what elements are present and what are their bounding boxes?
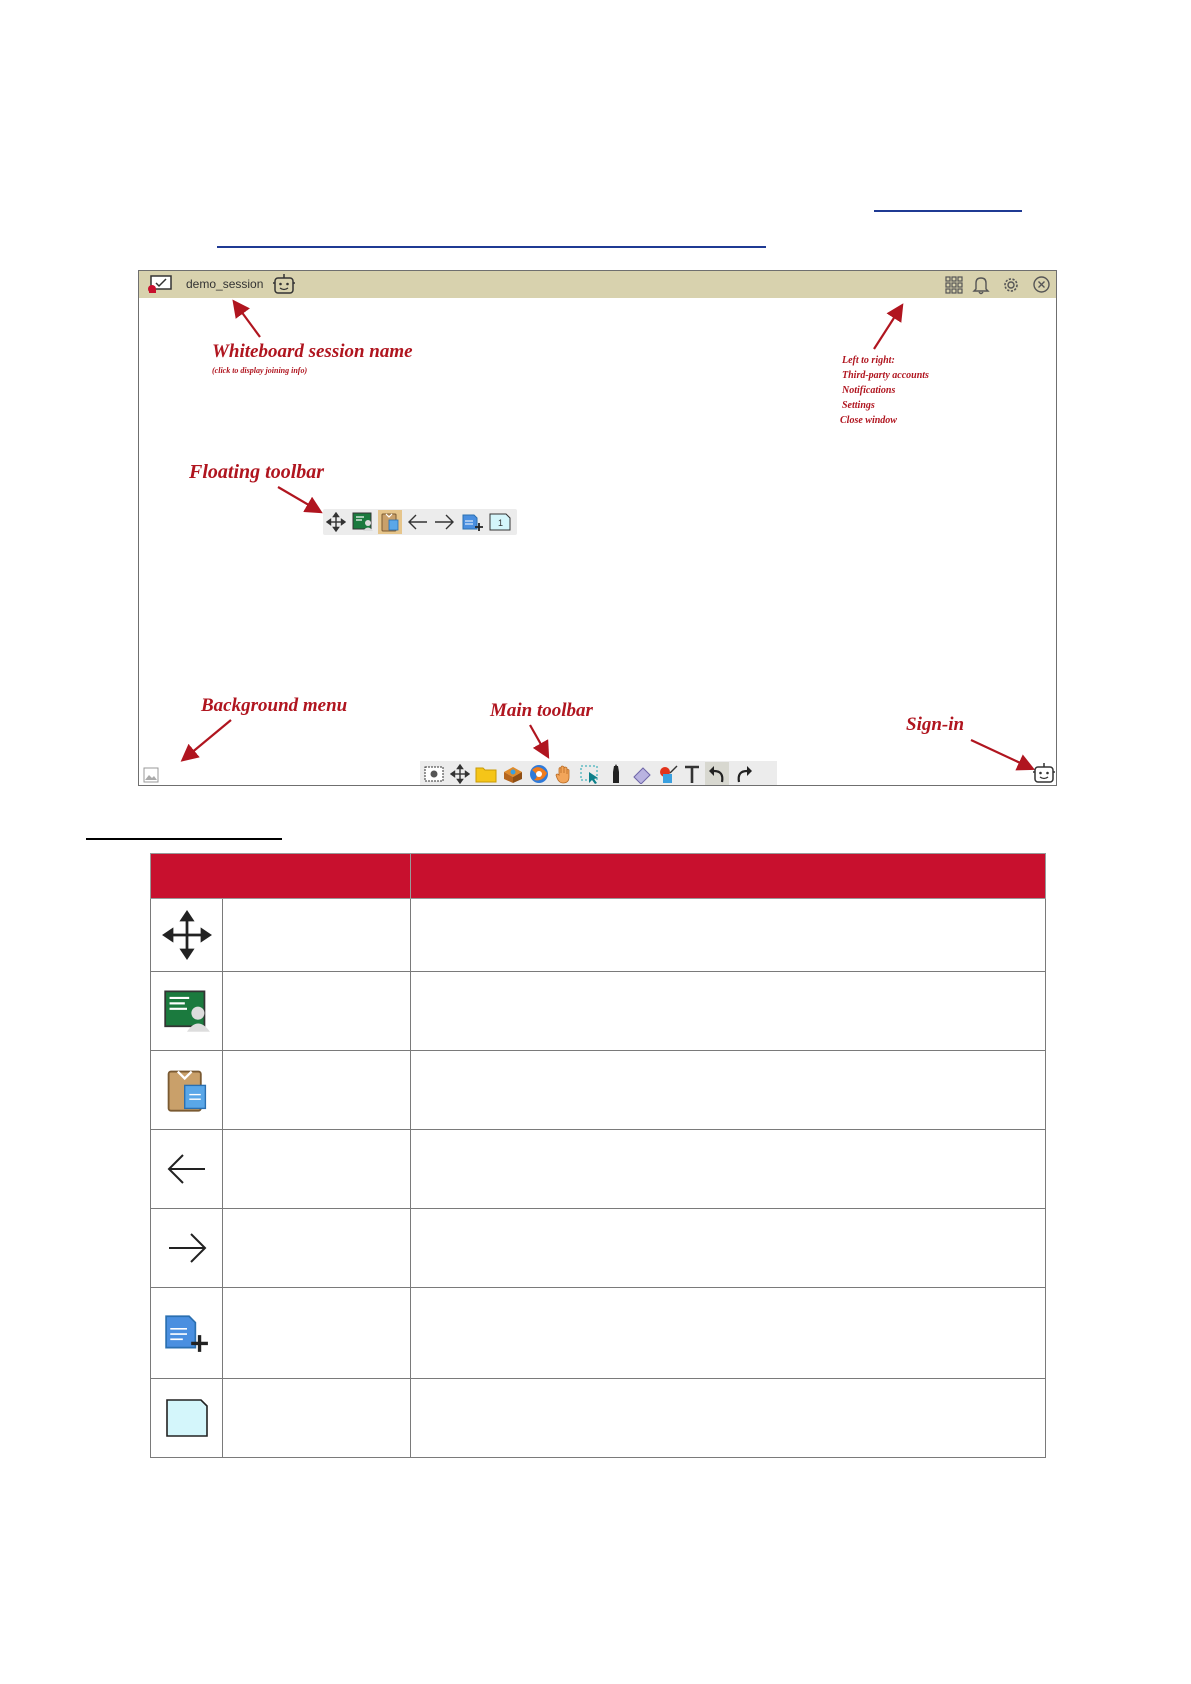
add-page-icon bbox=[164, 1312, 210, 1354]
annotation-floating-toolbar: Floating toolbar bbox=[189, 461, 325, 483]
table-header-icon bbox=[151, 854, 411, 899]
folder-icon[interactable] bbox=[475, 764, 497, 784]
icon-cell bbox=[151, 972, 223, 1051]
arrow-floating-toolbar bbox=[278, 487, 319, 511]
icon-cell bbox=[151, 1209, 223, 1288]
shapes-icon[interactable] bbox=[657, 764, 679, 784]
annotation-main-toolbar: Main toolbar bbox=[490, 700, 593, 721]
description-cell bbox=[411, 1130, 1046, 1209]
main-toolbar bbox=[420, 761, 777, 786]
table-header-row bbox=[151, 854, 1046, 899]
arrow-right-icon bbox=[163, 1228, 211, 1268]
pan-move-icon[interactable] bbox=[450, 764, 470, 784]
description-cell bbox=[411, 1209, 1046, 1288]
table-row bbox=[151, 972, 1046, 1051]
text-icon[interactable] bbox=[682, 764, 702, 784]
blank-page-icon bbox=[163, 1398, 211, 1438]
floating-toolbar-table bbox=[150, 853, 1046, 1458]
description-cell bbox=[411, 972, 1046, 1051]
move-arrows-icon[interactable] bbox=[326, 512, 346, 532]
arrow-session-name bbox=[235, 303, 260, 337]
icon-cell bbox=[151, 899, 223, 972]
annotation-sign-in: Sign-in bbox=[906, 714, 965, 735]
svg-text:1: 1 bbox=[498, 518, 504, 528]
table-row bbox=[151, 1209, 1046, 1288]
name-cell bbox=[223, 1130, 411, 1209]
undo-icon[interactable] bbox=[707, 764, 727, 784]
icon-cell bbox=[151, 1130, 223, 1209]
teacher-board-icon[interactable] bbox=[352, 512, 374, 532]
link-underline-2[interactable] bbox=[217, 246, 766, 248]
screenshot-icon[interactable] bbox=[423, 764, 445, 784]
annotation-background-menu: Background menu bbox=[201, 695, 348, 716]
arrow-top-right bbox=[874, 307, 901, 349]
whiteboard-screenshot bbox=[138, 270, 1057, 786]
redo-icon[interactable] bbox=[734, 764, 754, 784]
move-arrows-icon bbox=[162, 910, 212, 960]
select-icon[interactable] bbox=[579, 764, 601, 784]
clipboard-icon[interactable] bbox=[380, 512, 400, 532]
annotation-top-right-2: Notifications bbox=[842, 385, 896, 396]
name-cell bbox=[223, 1051, 411, 1130]
icon-cell bbox=[151, 1051, 223, 1130]
icon-cell bbox=[151, 1379, 223, 1458]
clipboard-icon bbox=[164, 1065, 210, 1115]
name-cell bbox=[223, 1379, 411, 1458]
arrow-sign-in bbox=[971, 740, 1031, 768]
description-cell bbox=[411, 1288, 1046, 1379]
teacher-board-icon bbox=[163, 989, 211, 1033]
section-heading-underline bbox=[86, 838, 282, 840]
description-cell bbox=[411, 1379, 1046, 1458]
hand-icon[interactable] bbox=[554, 764, 574, 784]
floating-toolbar bbox=[323, 509, 517, 535]
description-cell bbox=[411, 1051, 1046, 1130]
annotation-session-name-sub: (click to display joining info) bbox=[212, 366, 308, 375]
link-underline-1[interactable] bbox=[874, 210, 1022, 212]
pen-icon[interactable] bbox=[606, 764, 626, 784]
arrow-main-toolbar bbox=[530, 725, 547, 755]
icon-cell bbox=[151, 1288, 223, 1379]
table-row bbox=[151, 1379, 1046, 1458]
annotation-top-right-0: Left to right: bbox=[842, 355, 895, 366]
add-page-icon[interactable] bbox=[462, 512, 484, 532]
name-cell bbox=[223, 1209, 411, 1288]
sign-in-robot-icon[interactable] bbox=[1032, 762, 1056, 785]
eraser-icon[interactable] bbox=[631, 764, 653, 784]
name-cell bbox=[223, 972, 411, 1051]
description-cell bbox=[411, 899, 1046, 972]
table-header-description bbox=[411, 854, 1046, 899]
arrow-right-icon[interactable] bbox=[433, 512, 455, 532]
annotation-session-name: Whiteboard session name bbox=[212, 341, 413, 362]
arrow-left-icon bbox=[163, 1149, 211, 1189]
arrow-left-icon[interactable] bbox=[407, 512, 429, 532]
arrow-background-menu bbox=[184, 720, 231, 759]
table-row bbox=[151, 899, 1046, 972]
table-row bbox=[151, 1130, 1046, 1209]
name-cell bbox=[223, 899, 411, 972]
table-row bbox=[151, 1051, 1046, 1130]
background-image-icon[interactable] bbox=[143, 767, 159, 783]
annotation-top-right-3: Settings bbox=[842, 400, 875, 411]
annotation-top-right-4: Close window bbox=[840, 415, 897, 426]
table-row bbox=[151, 1288, 1046, 1379]
browser-icon[interactable] bbox=[528, 764, 550, 784]
session-name[interactable]: demo_session bbox=[186, 277, 264, 291]
annotation-top-right-1: Third-party accounts bbox=[842, 370, 929, 381]
page-number-icon[interactable] bbox=[489, 512, 511, 532]
name-cell bbox=[223, 1288, 411, 1379]
toolbox-icon[interactable] bbox=[502, 764, 524, 784]
